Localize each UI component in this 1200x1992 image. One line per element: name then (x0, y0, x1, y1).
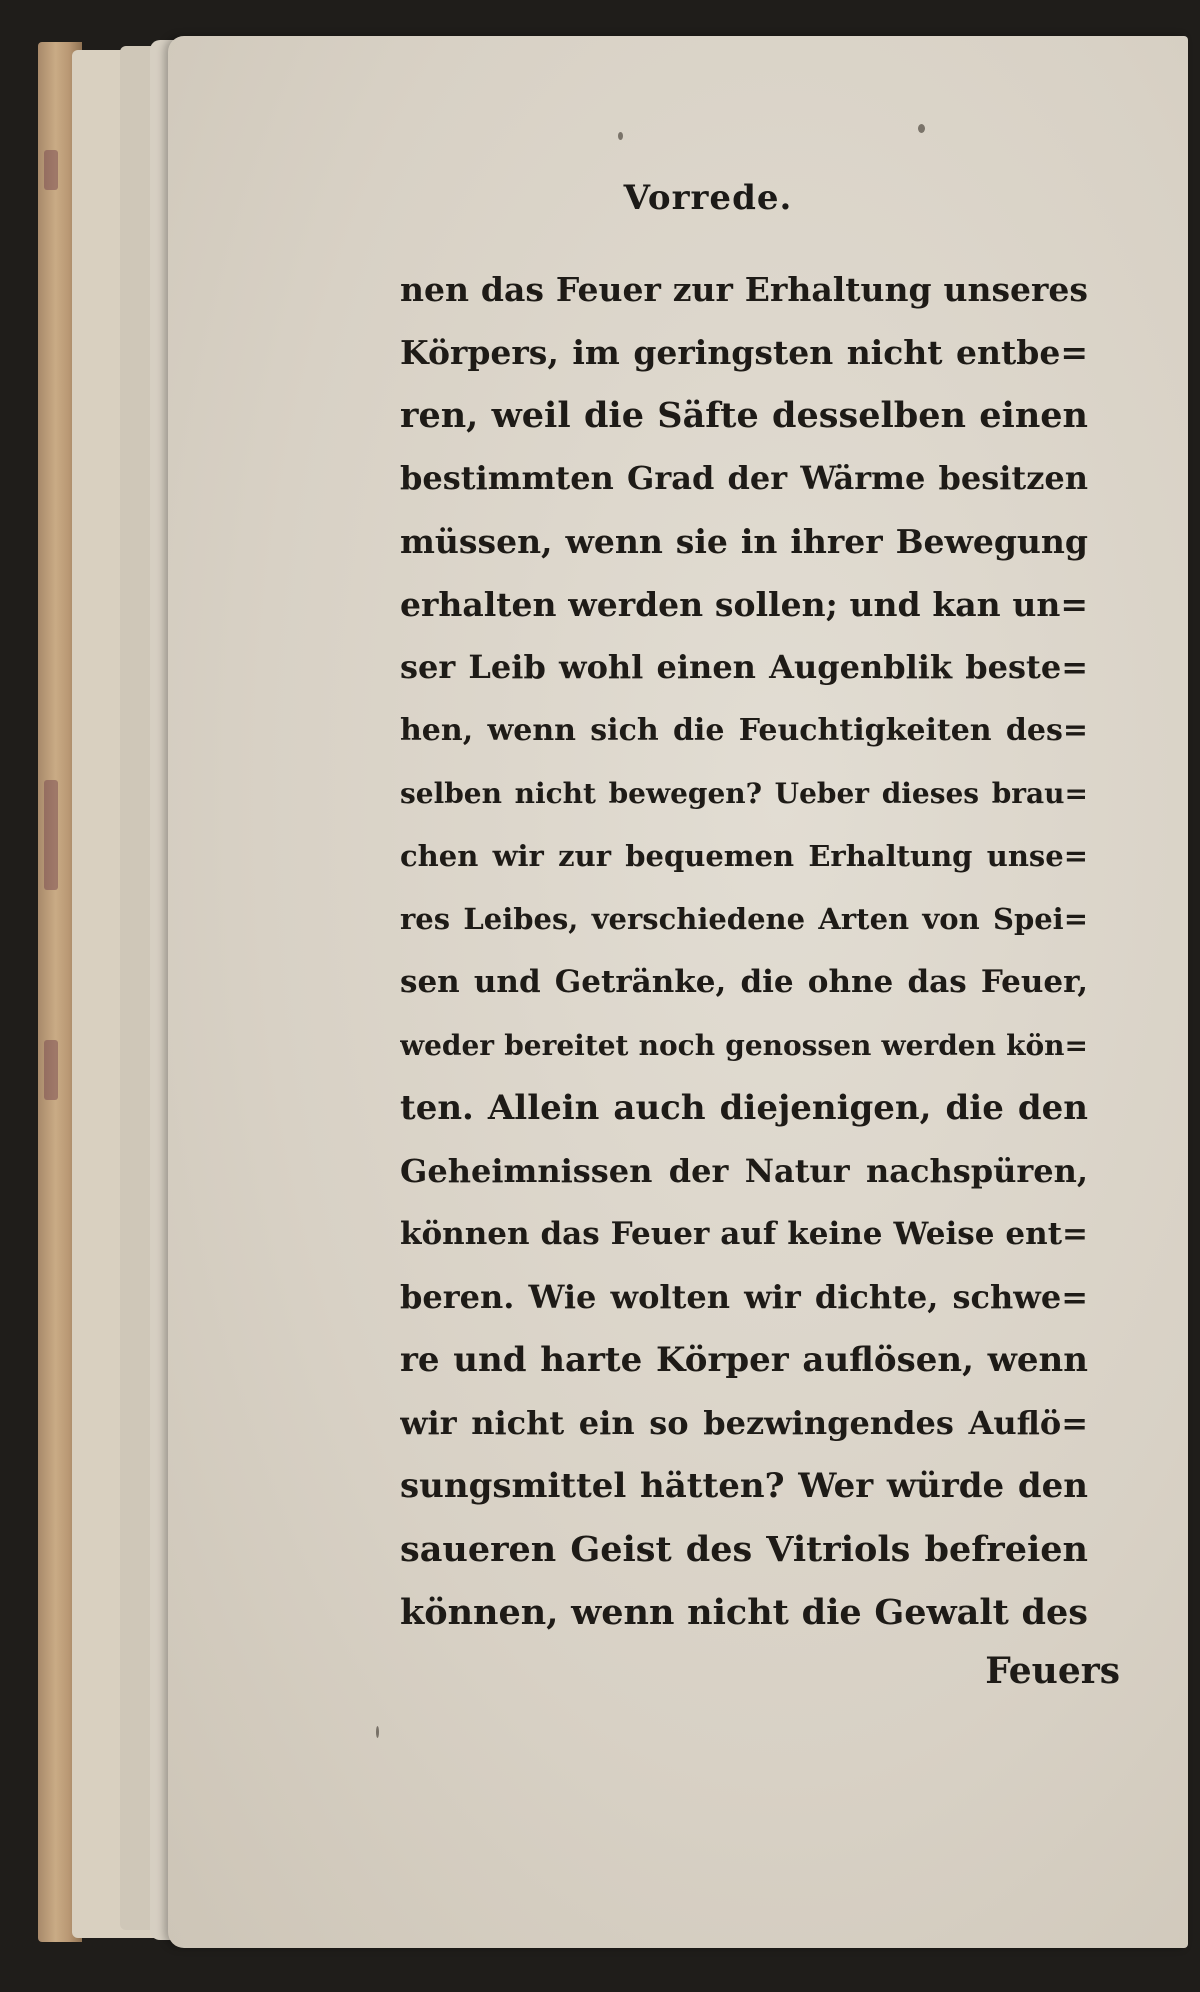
text-line: hen, wenn sich die Feuchtigkeiten des= (400, 713, 1088, 748)
text-line: erhalten werden sollen; und kan un= (400, 585, 1088, 624)
text-line: müssen, wenn sie in ihrer Bewegung (400, 522, 1088, 561)
text-line: ten. Allein auch diejenigen, die den (400, 1088, 1088, 1128)
text-line: können, wenn nicht die Gewalt des (400, 1592, 1088, 1633)
paper-speck (918, 124, 925, 133)
text-line: ser Leib wohl einen Augenblik beste= (400, 648, 1088, 686)
paper-speck (618, 132, 623, 140)
binding-stain (44, 1040, 58, 1100)
text-line: saueren Geist des Vitriols befreien (400, 1529, 1088, 1570)
text-line: sungsmittel hätten? Wer würde den (400, 1466, 1088, 1506)
text-line: res Leibes, verschiedene Arten von Spei= (400, 902, 1088, 936)
text-line: ren, weil die Säfte desselben einen (400, 395, 1088, 436)
text-line: selben nicht bewegen? Ueber dieses brau= (400, 777, 1088, 810)
book-page (168, 36, 1188, 1948)
text-line: Körpers, im geringsten nicht entbe= (400, 333, 1088, 372)
text-line: bestimmten Grad der Wärme besitzen (400, 459, 1088, 497)
running-head: Vorrede. (623, 178, 793, 218)
text-line: nen das Feuer zur Erhaltung unseres (400, 270, 1088, 309)
binding-stain (44, 780, 58, 890)
text-line: re und harte Körper auflösen, wenn (400, 1340, 1088, 1380)
binding-stain (44, 150, 58, 190)
text-line: wir nicht ein so bezwingendes Auflö= (400, 1404, 1088, 1442)
text-line: beren. Wie wolten wir dichte, schwe= (400, 1278, 1088, 1316)
text-line: chen wir zur bequemen Erhaltung unse= (400, 839, 1088, 873)
text-line: können das Feuer auf keine Weise ent= (400, 1216, 1088, 1252)
text-line: weder bereitet noch genossen werden kön= (400, 1029, 1088, 1062)
text-line: sen und Getränke, die ohne das Feuer, (400, 964, 1088, 1000)
catchword: Feuers (985, 1650, 1120, 1692)
body-text (400, 258, 1088, 1644)
paper-speck (376, 1726, 379, 1738)
text-line: Geheimnissen der Natur nachspüren, (400, 1152, 1088, 1190)
